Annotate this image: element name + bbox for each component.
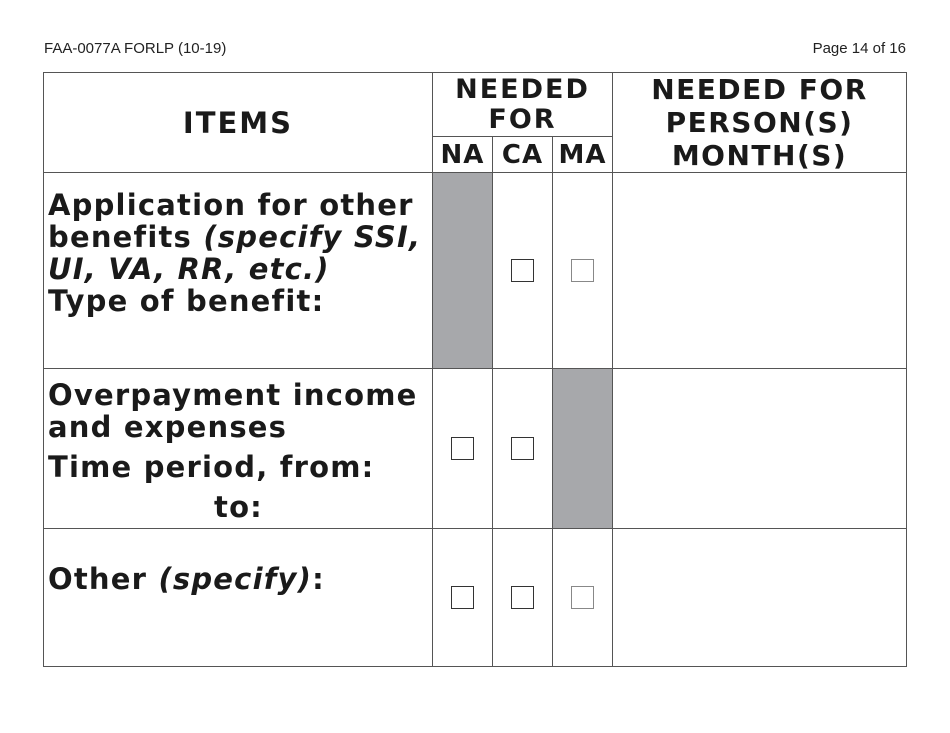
ma-cell [553, 529, 613, 667]
na-shaded-cell [433, 173, 493, 369]
ma-header: MA [553, 137, 613, 173]
person-months-field[interactable] [613, 173, 907, 369]
ca-cell [493, 369, 553, 529]
ca-checkbox[interactable] [511, 259, 534, 282]
person-months-field[interactable] [613, 369, 907, 529]
ca-checkbox[interactable] [511, 586, 534, 609]
table-row [44, 529, 907, 667]
needed-for-line1: NEEDED [455, 73, 590, 105]
ma-checkbox[interactable] [571, 586, 594, 609]
ma-checkbox[interactable] [571, 259, 594, 282]
ca-cell [493, 173, 553, 369]
person-header-line2: PERSON(S) [665, 106, 854, 139]
na-header: NA [433, 137, 493, 173]
item-line: UI, VA, RR, etc.) [48, 252, 330, 286]
item-line: Application for other [48, 188, 414, 222]
item-line: benefits (specify SSI, [48, 220, 422, 254]
item-application-benefits [44, 173, 433, 369]
person-header-line1: NEEDED FOR [651, 73, 868, 106]
table-row [44, 369, 907, 529]
ca-header: CA [493, 137, 553, 173]
time-period-to-label: to: [214, 490, 263, 524]
ma-shaded-cell [553, 369, 613, 529]
needed-for-header [433, 73, 613, 137]
page-number: Page 14 of 16 [812, 40, 906, 57]
person-months-header [613, 73, 907, 173]
items-table [43, 72, 907, 667]
na-cell [433, 369, 493, 529]
item-overpayment [44, 369, 433, 529]
na-cell [433, 529, 493, 667]
item-line: and expenses [48, 410, 288, 444]
person-header-line3: MONTH(S) [671, 139, 848, 172]
na-checkbox[interactable] [451, 586, 474, 609]
ca-checkbox[interactable] [511, 437, 534, 460]
item-line: Other [48, 562, 159, 596]
ma-cell [553, 173, 613, 369]
item-line: Overpayment income [48, 378, 418, 412]
time-period-from-label: Time period, from: [48, 450, 375, 484]
table-row [44, 173, 907, 369]
items-header: ITEMS [44, 73, 433, 173]
person-months-field[interactable] [613, 529, 907, 667]
na-checkbox[interactable] [451, 437, 474, 460]
needed-for-line2: FOR [488, 103, 557, 135]
form-id: FAA-0077A FORLP (10-19) [44, 40, 227, 57]
ca-cell [493, 529, 553, 667]
item-other: Other (specify): [44, 529, 433, 667]
type-of-benefit-label: Type of benefit: [48, 284, 325, 318]
